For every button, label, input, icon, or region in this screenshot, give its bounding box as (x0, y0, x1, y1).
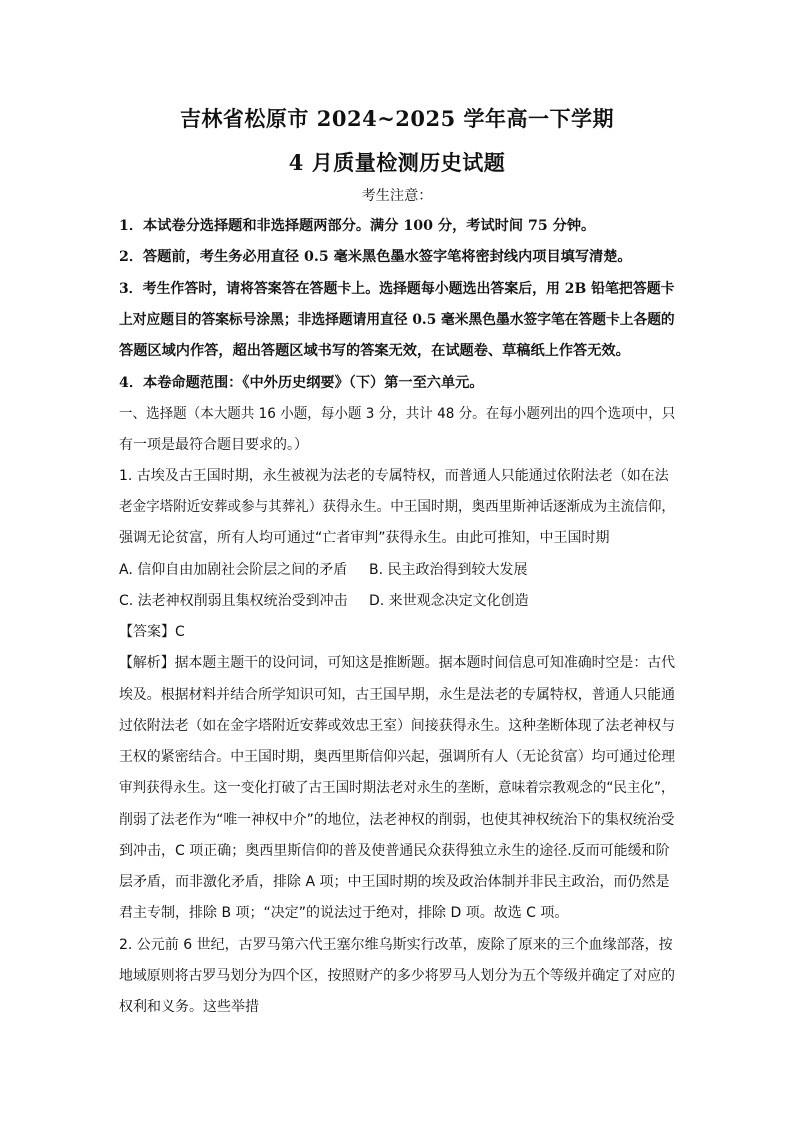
question-1-stem-line1: 1. 古埃及古王国时期，永生被视为法老的专属特权，而普通人只能通过依附法老（如在法 (119, 468, 669, 484)
option-c: C. 法老神权削弱且集权统治受到冲击 (119, 593, 348, 609)
analysis-label: 【解析】 (119, 655, 175, 671)
option-d: D. 来世观念决定文化创造 (369, 593, 529, 609)
notice-item-2: 2．答题前，考生务必用直径 0.5 毫米黑色墨水签字笔将密封线内项目填写清楚。 (119, 249, 632, 265)
question-2-stem-line2: 地域原则将古罗马划分为四个区，按照财产的多少将罗马人划分为五个等级并确定了对应的 (119, 968, 676, 984)
option-a: A. 信仰自由加剧社会阶层之间的矛盾 (119, 562, 348, 578)
question-1-analysis-line3: 过依附法老（如在金字塔附近安葬或效忠王室）间接获得永生。这种垄断体现了法老神权与 (119, 718, 676, 734)
notice-item-3-line2: 上对应题目的答案标号涂黑；非选择题请用直径 0.5 毫米黑色墨水签字笔在答题卡上各题的 (119, 312, 675, 328)
option-b: B. 民主政治得到较大发展 (369, 562, 528, 578)
question-1-analysis-line2: 埃及。根据材料并结合所学知识可知，古王国早期，永生是法老的专属特权，普通人只能通 (119, 687, 676, 703)
notice-item-1: 1．本试卷分选择题和非选择题两部分。满分 100 分，考试时间 75 分钟。 (119, 218, 596, 234)
question-1-analysis-line8: 层矛盾，而非激化矛盾，排除 A 项；中王国时期的埃及政治体制并非民主政治，而仍然是 (119, 874, 670, 890)
exam-title-line1: 吉林省松原市 2024~2025 学年高一下学期 (179, 106, 615, 131)
question-1-analysis-line9: 君主专制，排除 B 项；“决定”的说法过于绝对，排除 D 项。故选 C 项。 (119, 905, 569, 921)
question-1-options-row2 (119, 591, 529, 611)
question-1-stem-line3: 强调无论贫富，所有人均可通过“亡者审判”获得永生。由此可推知，中王国时期 (119, 530, 610, 546)
question-2-stem-line1: 2. 公元前 6 世纪，古罗马第六代王塞尔维乌斯实行改革，废除了原来的三个血缘部落，按 (119, 937, 673, 953)
question-2-stem-line3: 权利和义务。这些举措 (119, 999, 259, 1015)
question-1-stem-line2: 老金字塔附近安葬或参与其葬礼）获得永生。中王国时期，奥西里斯神话逐渐成为主流信仰， (119, 499, 675, 515)
question-1-analysis-line4: 王权的紧密结合。中王国时期，奥西里斯信仰兴起，强调所有人（无论贫富）均可通过伦理 (119, 749, 676, 765)
notice-item-3-line1: 3．考生作答时，请将答案答在答题卡上。选择题每小题选出答案后，用 2B 铅笔把答题卡 (119, 281, 675, 297)
question-1-answer: 【答案】C (119, 624, 185, 640)
exam-title-line2: 4 月质量检测历史试题 (288, 150, 506, 175)
question-1-analysis-line1 (119, 653, 675, 673)
analysis-text: 据本题主题干的设问词，可知这是推断题。据本题时间信息可知准确时空是：古代 (174, 655, 676, 671)
notice-heading: 考生注意： (361, 188, 433, 204)
question-1-analysis-line7: 到冲击，C 项正确；奥西里斯信仰的普及使普通民众获得独立永生的途径.反而可能缓和阶 (119, 843, 670, 859)
section-heading-line1: 一、选择题（本大题共 16 小题，每小题 3 分，共计 48 分。在每小题列出的四个选项中，只 (119, 406, 676, 422)
section-heading-line2: 有一项是最符合题目要求的。） (119, 437, 308, 453)
question-1-analysis-line6: 削弱了法老作为“唯一神权中介”的地位，法老神权的削弱，也使其神权统治下的集权统治受 (119, 812, 675, 828)
notice-item-3-line3: 答题区域内作答，超出答题区域书写的答案无效，在试题卷、草稿纸上作答无效。 (119, 343, 630, 359)
notice-item-4: 4．本卷命题范围：《中外历史纲要》（下）第一至六单元。 (119, 375, 484, 391)
question-1-options-row1 (119, 560, 528, 580)
question-1-analysis-line5: 审判获得永生。这一变化打破了古王国时期法老对永生的垄断，意味着宗教观念的“民主化”， (119, 780, 675, 796)
